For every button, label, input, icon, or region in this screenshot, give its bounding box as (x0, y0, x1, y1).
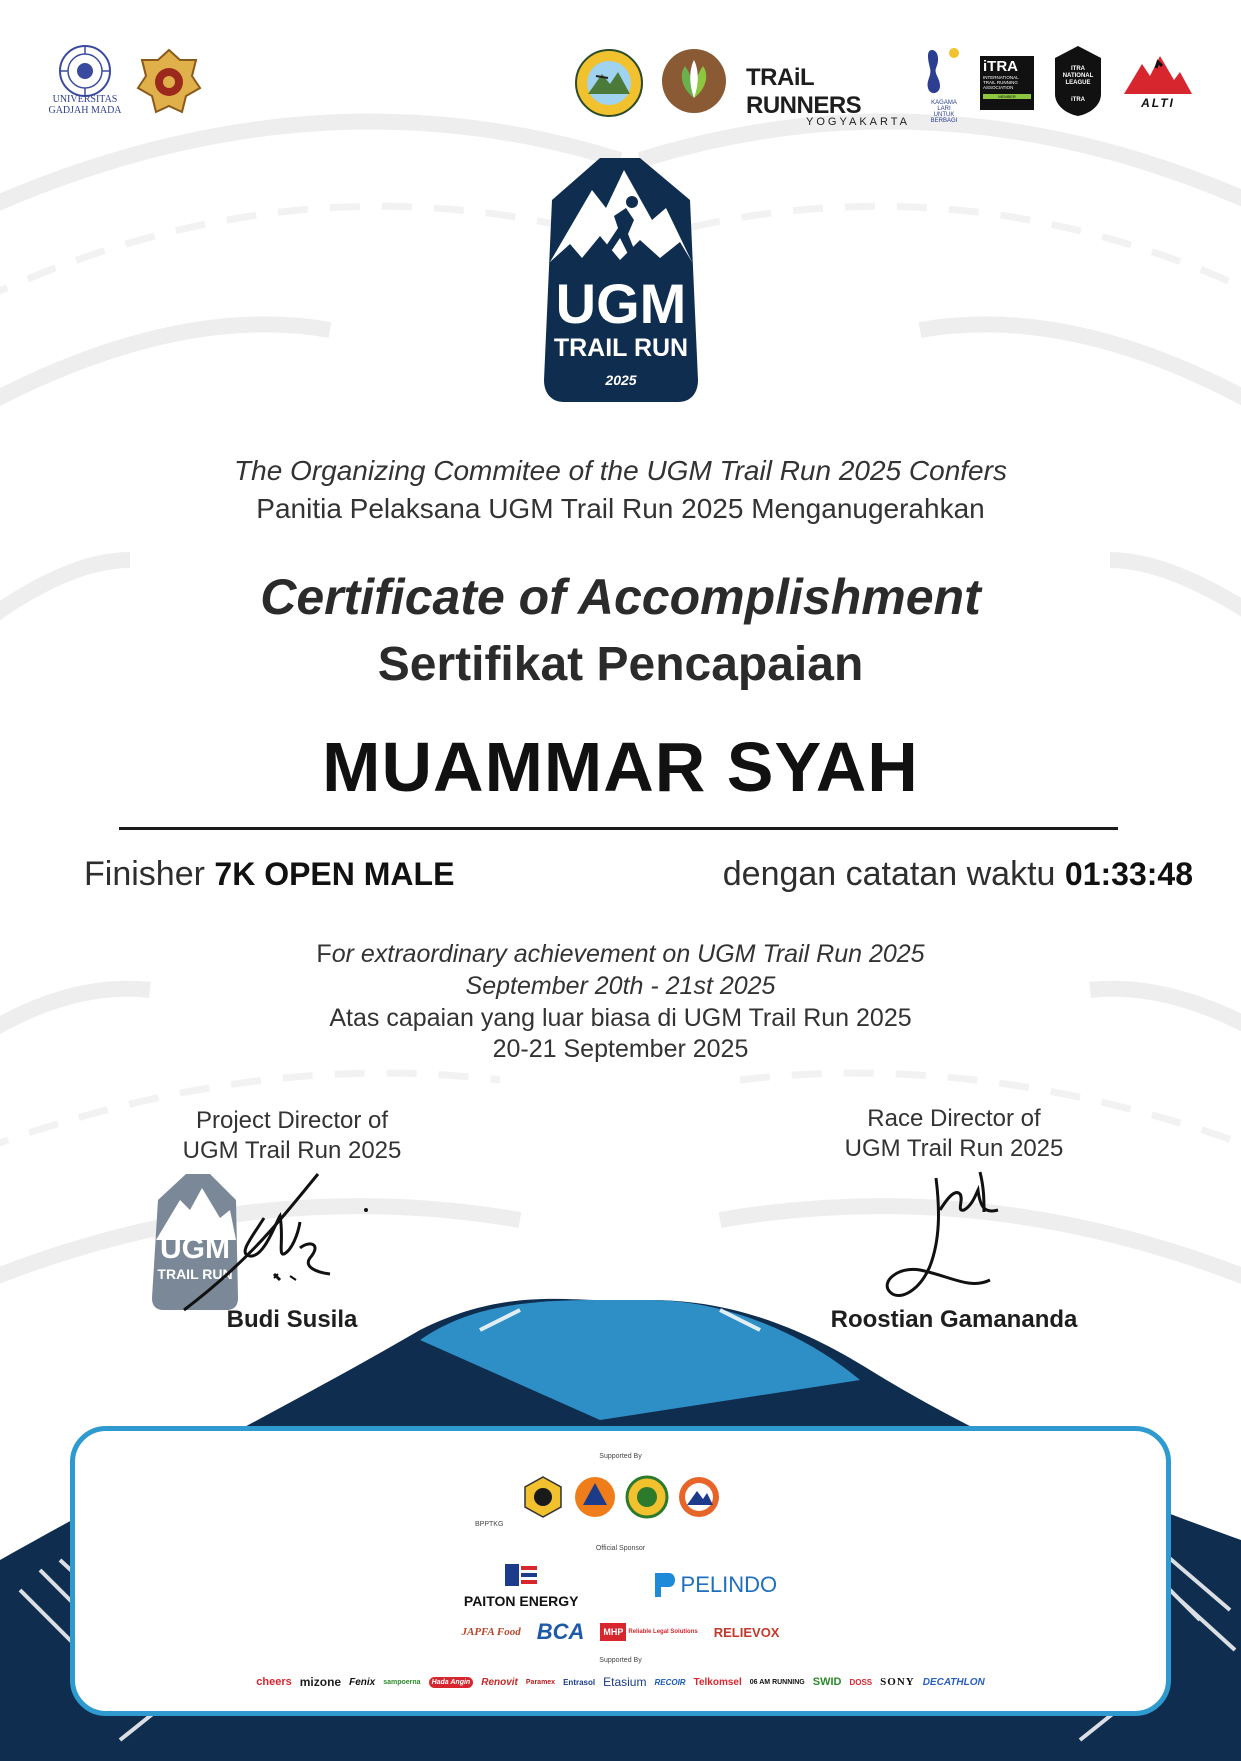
name-underline (119, 827, 1118, 830)
itra-member-badge: MEMBER (983, 94, 1031, 99)
kagama-line-1: KAGAMA (931, 100, 957, 106)
pelindo-logo (651, 1571, 778, 1599)
national-park-icon (574, 48, 644, 118)
right-signatory-name: Roostian Gamananda (830, 1306, 1078, 1333)
sponsor-card (70, 1426, 1171, 1716)
alti-mountain-icon (1122, 50, 1194, 96)
sponsor-row-2 (75, 1617, 1166, 1647)
supported-by-label-2: Supported By (599, 1657, 642, 1664)
official-sponsor-row (75, 1557, 1166, 1613)
bpptkg-emblem-icon (521, 1475, 565, 1519)
itra-member-logo (980, 56, 1034, 110)
achievement-en-rest: or extraordinary achievement on UGM Trail Run 2025 (331, 940, 925, 968)
ugm-seal-icon (58, 44, 112, 98)
sampoerna-logo: sampoerna (383, 1678, 421, 1686)
06am-running-logo: 06 AM RUNNING (749, 1678, 805, 1686)
kagama-line-2: LARI (937, 106, 951, 112)
bpptkg-label: BPPTKG (475, 1521, 504, 1528)
japfa-logo: JAPFA Food (461, 1626, 521, 1638)
itra-text-3: ASSOCIATION (983, 85, 1014, 90)
finisher-label: Finisher (84, 855, 205, 893)
pelindo-text: PELINDO (680, 1572, 778, 1597)
kagama-line-3: UNTUK (933, 112, 955, 118)
supported-by-row (75, 1475, 1166, 1519)
confers-english: The Organizing Commitee of the UGM Trail Run 2025 Confers (234, 455, 1007, 486)
finish-time-line (723, 855, 1193, 894)
mountain-club-emblem-icon (677, 1475, 721, 1519)
paiton-energy-text: PAITON ENERGY (463, 1592, 579, 1609)
kagama-footprint-icon (924, 46, 962, 100)
stamp-trail-run-text: TRAIL RUN (157, 1266, 233, 1282)
dates-indonesian: 20-21 September 2025 (492, 1035, 749, 1063)
finish-time: 01:33:48 (1064, 856, 1193, 892)
logo-trail-run-text: TRAIL RUN (553, 334, 689, 362)
itra-league-mark: iTRA (1071, 97, 1085, 103)
ugm-line-1: UNIVERSITAS (52, 94, 118, 105)
mhp-tagline: Reliable Legal Solutions (628, 1629, 698, 1635)
mizone-logo: mizone (299, 1675, 342, 1689)
itra-league-line-3: LEAGUE (1065, 80, 1091, 86)
achievement-indonesian: Atas capaian yang luar biasa di UGM Trail Run 2025 (329, 1004, 912, 1032)
swid-logo: SWID (812, 1676, 842, 1688)
left-title-line-2: UGM Trail Run 2025 (182, 1137, 402, 1164)
certificate-title-english: Certificate of Accomplishment (260, 569, 981, 625)
relievox-logo: RELIEVOX (713, 1624, 780, 1640)
paramex-logo: Paramex (525, 1678, 556, 1686)
dates-english: September 20th - 21st 2025 (465, 972, 776, 1000)
sponsor-row-3 (75, 1667, 1166, 1697)
left-signatory-title (127, 1106, 457, 1166)
left-title-line-1: Project Director of (195, 1107, 389, 1134)
ugm-university-text (40, 94, 130, 116)
sony-logo: SONY (880, 1676, 915, 1688)
forest-leaf-icon (661, 48, 727, 114)
pelindo-icon (651, 1571, 677, 1599)
time-label: dengan catatan waktu (722, 855, 1056, 893)
alti-label: ALTI (1141, 96, 1175, 110)
itra-league-line-2: NATIONAL (1062, 73, 1094, 79)
itra-league-line-1: ITRA (1071, 66, 1085, 72)
bpbd-emblem-icon (573, 1475, 617, 1519)
fenix-logo: Fenix (349, 1676, 376, 1688)
bca-logo: BCA (536, 1619, 585, 1644)
recoir-logo: RECOIR (654, 1677, 686, 1687)
achievement-en-initial: F (316, 940, 332, 968)
regional-emblem-icon (625, 1475, 669, 1519)
kagama-line-4: BERBAGI (930, 118, 958, 124)
right-title-line-1: Race Director of (867, 1105, 1041, 1132)
right-signature-image (880, 1170, 1030, 1306)
finisher-line (84, 855, 454, 894)
paiton-energy-icon (503, 1562, 539, 1588)
left-signature-image (180, 1170, 380, 1320)
logo-ugm-text: UGM (555, 272, 687, 335)
race-category: 7K OPEN MALE (214, 856, 455, 892)
doss-logo: DOSS (849, 1677, 873, 1687)
decathlon-logo: DECATHLON (922, 1676, 985, 1688)
recipient-name: MUAMMAR SYAH (322, 728, 919, 806)
paiton-energy-logo (464, 1562, 579, 1609)
telkomsel-logo: Telkomsel (693, 1676, 742, 1688)
achievement-english (0, 938, 1241, 970)
certificate-title-indonesian: Sertifikat Pencapaian (377, 638, 864, 691)
trail-runners-logo (746, 64, 910, 128)
kagama-text (924, 100, 964, 124)
entrasol-logo: Entrasol (563, 1677, 596, 1687)
ugm-line-2: GADJAH MADA (48, 105, 122, 116)
itra-text-2: TRAIL RUNNING (983, 80, 1018, 85)
supported-by-label: Supported By (599, 1453, 642, 1460)
itra-league-text (1053, 66, 1103, 104)
yogyakarta-emblem-icon (136, 48, 202, 118)
trail-runners-title: TRAiL RUNNERS (746, 64, 862, 119)
left-signatory-name: Budi Susila (226, 1306, 358, 1333)
itra-text-1: INTERNATIONAL (983, 75, 1019, 80)
hada-angin-logo: Hada Angin (429, 1677, 474, 1688)
right-signatory-title (789, 1104, 1119, 1164)
logo-year-text: 2025 (605, 372, 637, 388)
cheers-logo: cheers (256, 1676, 292, 1688)
stamp-ugm-text: UGM (160, 1232, 230, 1265)
trail-runners-city: YOGYAKARTA (806, 116, 910, 128)
right-title-line-2: UGM Trail Run 2025 (844, 1135, 1064, 1162)
itra-mark: iTRA (983, 58, 1018, 75)
mhp-logo: MHP (600, 1623, 626, 1641)
confers-indonesian: Panitia Pelaksana UGM Trail Run 2025 Menganugerahkan (256, 493, 985, 524)
renovit-logo: Renovit (481, 1676, 518, 1688)
official-sponsor-label: Official Sponsor (595, 1545, 646, 1552)
etasium-logo: Etasium (603, 1675, 647, 1689)
